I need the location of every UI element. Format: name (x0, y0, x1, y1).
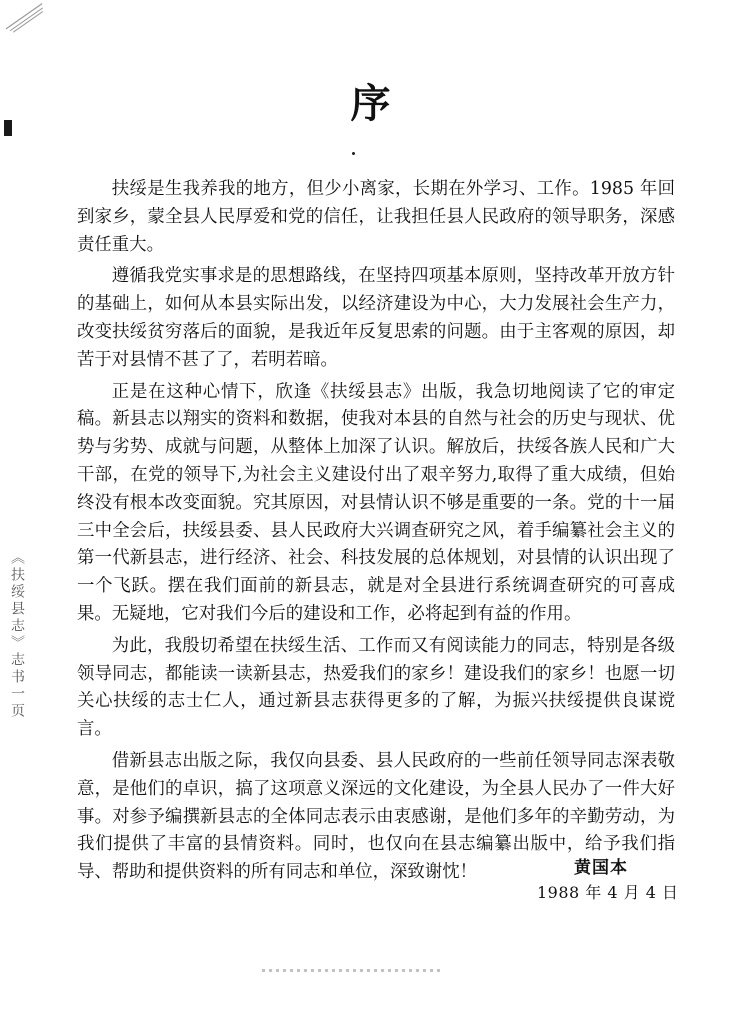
page-title: 序 (350, 80, 393, 127)
paragraph-5: 借新县志出版之际，我仅向县委、县人民政府的一些前任领导同志深表敬意，是他们的卓识，搞了这项意义深远的文化建设，为全县人民办了一件大好事。对参予编撰新县志的全体同志表示由衷感谢，是他们多年的辛勤劳动，为我们提供了丰富的县情资料。同时，也仅向在县志编纂出版中，给予我们指导、帮助和提供资料的所有同志和单位，深致谢忱！ (77, 750, 675, 883)
watermark-stamp-icon (0, 2, 52, 36)
paragraph-3: 正是在这种心情下，欣逢《扶绥县志》出版，我急切地阅读了它的审定稿。新县志以翔实的资料和数据，使我对本县的自然与社会的历史与现状、优势与劣势、成就与问题，从整体上加深了认识。解放后，扶绥各族人民和广大干部，在党的领导下,为社会主义建设付出了艰辛努力,取得了重大成绩，但始终没有根本改变面貌。究其原因，对县情认识不够是重要的一条。党的十一届三中全会后，扶绥县委、县人民政府大兴调查研究之风，着手编纂社会主义的第一代新县志，进行经济、社会、科技发展的总体规划，对县情的认识出现了一个飞跃。摆在我们面前的新县志，就是对全县进行系统调查研究的可喜成果。无疑地，它对我们今后的建设和工作，必将起到有益的作用。 (77, 381, 675, 624)
scan-artifact (262, 969, 442, 972)
paragraph-1: 扶绥是生我养我的地方，但少小离家，长期在外学习、工作。1985 年回到家乡，蒙全县人民厚爱和党的信任，让我担任县人民政府的领导职务，深感责任重大。 (77, 179, 675, 255)
decorative-dot (352, 152, 355, 155)
author-signature: 黄国本 (574, 858, 628, 878)
preface-body (77, 176, 675, 891)
preface-date: 1988 年 4 月 4 日 (537, 883, 679, 902)
handwritten-margin-note: 《扶绥县志》志书一页 (9, 550, 25, 720)
paragraph-4: 为此，我殷切希望在扶绥生活、工作而又有阅读能力的同志，特别是各级领导同志，都能读一读新县志，热爱我们的家乡！建设我们的家乡！也愿一切关心扶绥的志士仁人，通过新县志获得更多的了解，为振兴扶绥提供良谋谠言。 (77, 635, 675, 740)
paragraph-2: 遵循我党实事求是的思想路线，在坚持四项基本原则，坚持改革开放方针的基础上，如何从本县实际出发，以经济建设为中心，大力发展社会生产力，改变扶绥贫穷落后的面貌，是我近年反复思索的问题。由于主客观的原因，却苦于对县情不甚了了，若明若暗。 (77, 266, 675, 370)
